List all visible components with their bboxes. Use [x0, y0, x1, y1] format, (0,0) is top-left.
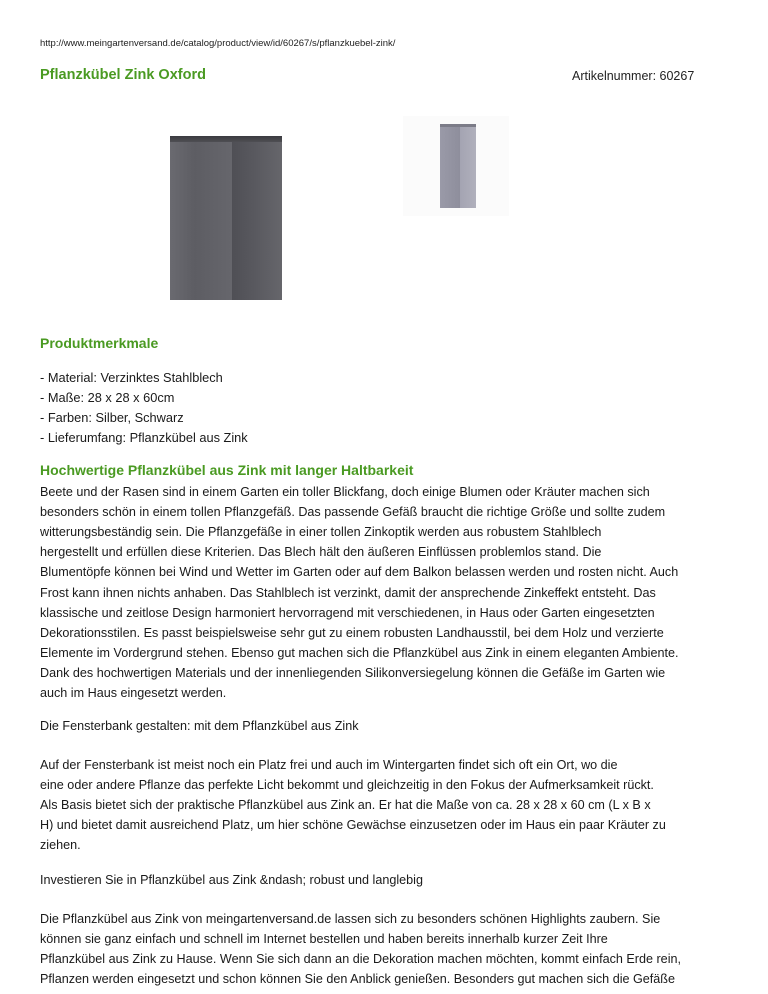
- text-line: Blumentöpfe können bei Wind und Wetter im Garten oder auf dem Balkon belassen werden und rosten nicht. Auch: [40, 565, 679, 579]
- text-line: Auf der Fensterbank ist meist noch ein Platz frei und auch im Wintergarten findet sich oft ein Ort, wo die: [40, 758, 618, 772]
- feature-item: - Farben: Silber, Schwarz: [40, 410, 184, 425]
- text-line: Als Basis bietet sich der praktische Pflanzkübel aus Zink an. Er hat die Maße von ca. 28 x 28 x 60 cm (L x B x: [40, 798, 651, 812]
- planter-side-face: [232, 142, 282, 300]
- text-line: Dank des hochwertigen Materials und der innenliegenden Silikonversiegelung können die Gefäße im Garten wie: [40, 666, 666, 680]
- features-heading: Produktmerkmale: [40, 335, 159, 351]
- text-line: Frost kann ihnen nichts anhaben. Das Stahlblech ist verzinkt, damit der ansprechende Zinkeffekt entsteht. Das: [40, 586, 656, 600]
- description-heading: Hochwertige Pflanzkübel aus Zink mit langer Haltbarkeit: [40, 462, 414, 478]
- text-line: besonders schön in einem tollen Pflanzgefäß. Das passende Gefäß braucht die richtige Größe und sollte zudem: [40, 505, 666, 519]
- text-line: klassische und zeitlose Design harmoniert hervorragend mit verschiedenen, in Haus oder Garten eingesetzten: [40, 606, 655, 620]
- planter-small-image: [440, 124, 476, 208]
- planter-side-face: [460, 127, 476, 208]
- subheading-fensterbank: Die Fensterbank gestalten: mit dem Pflanzkübel aus Zink: [40, 719, 359, 733]
- planter-front-face: [170, 142, 232, 300]
- planter-front-face: [440, 127, 460, 208]
- text-line: Pflanzen werden eingesetzt und schon können Sie den Anblick genießen. Besonders gut machen sich die Gefäße: [40, 972, 675, 986]
- text-line: Dekorationsstilen. Es passt beispielsweise sehr gut zu einem robusten Landhausstil, bei dem Holz und verzierte: [40, 626, 664, 640]
- text-line: H) und bietet damit ausreichend Platz, um hier schöne Gewächse einzusetzen oder im Haus ein paar Kräuter zu: [40, 818, 666, 832]
- planter-large-image: [170, 136, 282, 302]
- subheading-investieren: Investieren Sie in Pflanzkübel aus Zink &ndash; robust und langlebig: [40, 873, 423, 887]
- text-line: Elemente im Vordergrund stehen. Ebenso gut machen sich die Pflanzkübel aus Zink in einem eleganten Ambiente.: [40, 646, 679, 660]
- sku-label: Artikelnummer: 60267: [572, 69, 695, 83]
- text-line: Beete und der Rasen sind in einem Garten ein toller Blickfang, doch einige Blumen oder Kräuter machen sich: [40, 485, 650, 499]
- text-line: ziehen.: [40, 838, 81, 852]
- text-line: können sie ganz einfach und schnell im Internet bestellen und haben bereits innerhalb kurzer Zeit Ihre: [40, 932, 608, 946]
- feature-item: - Maße: 28 x 28 x 60cm: [40, 390, 175, 405]
- text-line: Die Pflanzkübel aus Zink von meingartenversand.de lassen sich zu besonders schönen Highlights zaubern. Sie: [40, 912, 661, 926]
- feature-item: - Material: Verzinktes Stahlblech: [40, 370, 223, 385]
- text-line: witterungsbeständig sein. Die Pflanzgefäße in einer tollen Zinkoptik werden aus robustem Stahlblech: [40, 525, 602, 539]
- text-line: Pflanzkübel aus Zink zu Hause. Wenn Sie sich dann an die Dekoration machen möchten, kommt einfach Erde rein,: [40, 952, 681, 966]
- text-line: auch im Haus eingesetzt werden.: [40, 686, 227, 700]
- text-line: hergestellt und erfüllen diese Kriterien. Das Blech hält den äußeren Einflüssen problemlos stand. Die: [40, 545, 602, 559]
- page-url[interactable]: http://www.meingartenversand.de/catalog/product/view/id/60267/s/pflanzkuebel-zink/: [40, 38, 396, 49]
- text-line: eine oder andere Pflanze das perfekte Licht bekommt und gleichzeitig in den Fokus der Aufmerksamkeit rückt.: [40, 778, 654, 792]
- feature-item: - Lieferumfang: Pflanzkübel aus Zink: [40, 430, 248, 445]
- product-title: Pflanzkübel Zink Oxford: [40, 67, 206, 83]
